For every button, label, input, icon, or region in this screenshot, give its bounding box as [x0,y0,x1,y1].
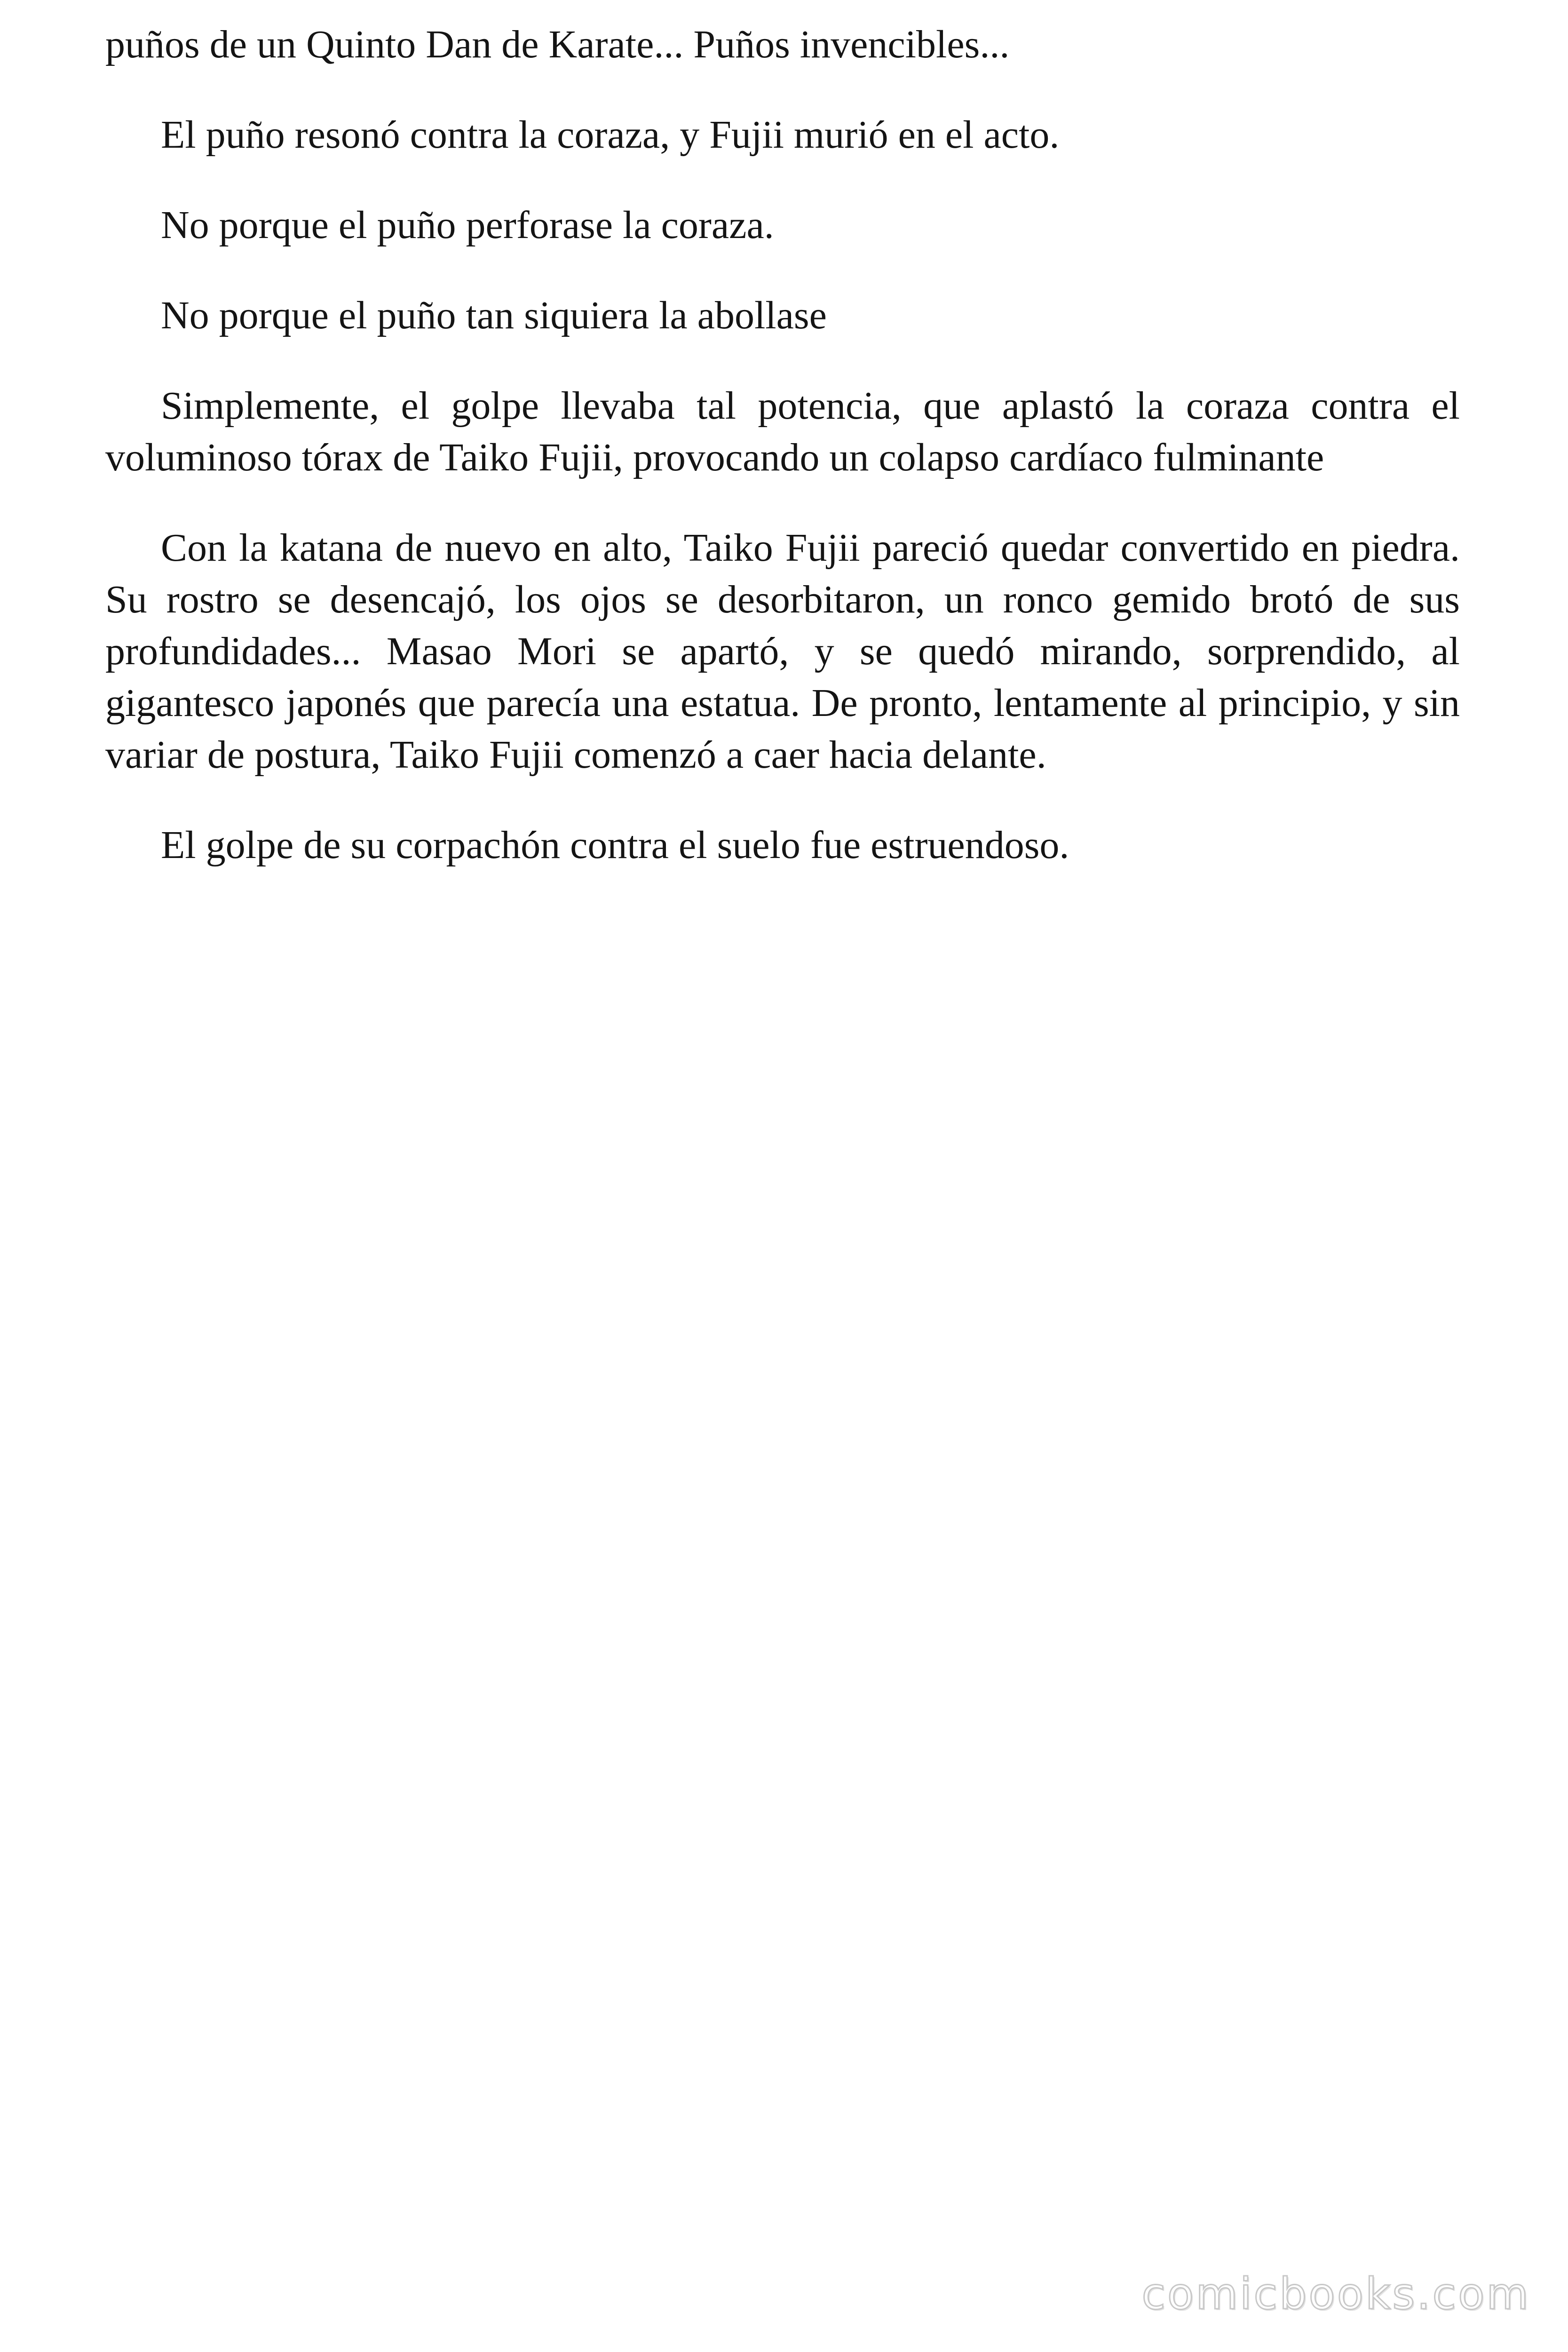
paragraph: El golpe de su corpachón contra el suelo fue estruendoso. [161,823,1069,867]
watermark: comicbooks.com [1141,2269,1530,2319]
paragraph: El puño resonó contra la coraza, y Fujii murió en el acto. [161,113,1060,157]
paragraph: Con la katana de nuevo en alto, Taiko Fujii pareció quedar convertido en piedra. Su rostro se desencajó, los ojos se desorbitaron, un ronco gemido brotó de sus profundidades... Masao Mori se apartó, y se quedó mirando, sorprendido, al gigantesco japonés que parecía una estatua. De pronto, lentamente al principio, y sin variar de postura, Taiko Fujii comenzó a caer hacia delante. [105,526,1460,777]
paragraph: No porque el puño perforase la coraza. [161,203,774,247]
paragraph: puños de un Quinto Dan de Karate... Puños invencibles... [105,23,1010,66]
paragraph: No porque el puño tan siquiera la abollase [161,294,827,337]
paragraph: Simplemente, el golpe llevaba tal potencia, que aplastó la coraza contra el voluminoso tórax de Taiko Fujii, provocando un colapso cardíaco fulminante [105,384,1460,479]
body-text [105,19,1460,910]
